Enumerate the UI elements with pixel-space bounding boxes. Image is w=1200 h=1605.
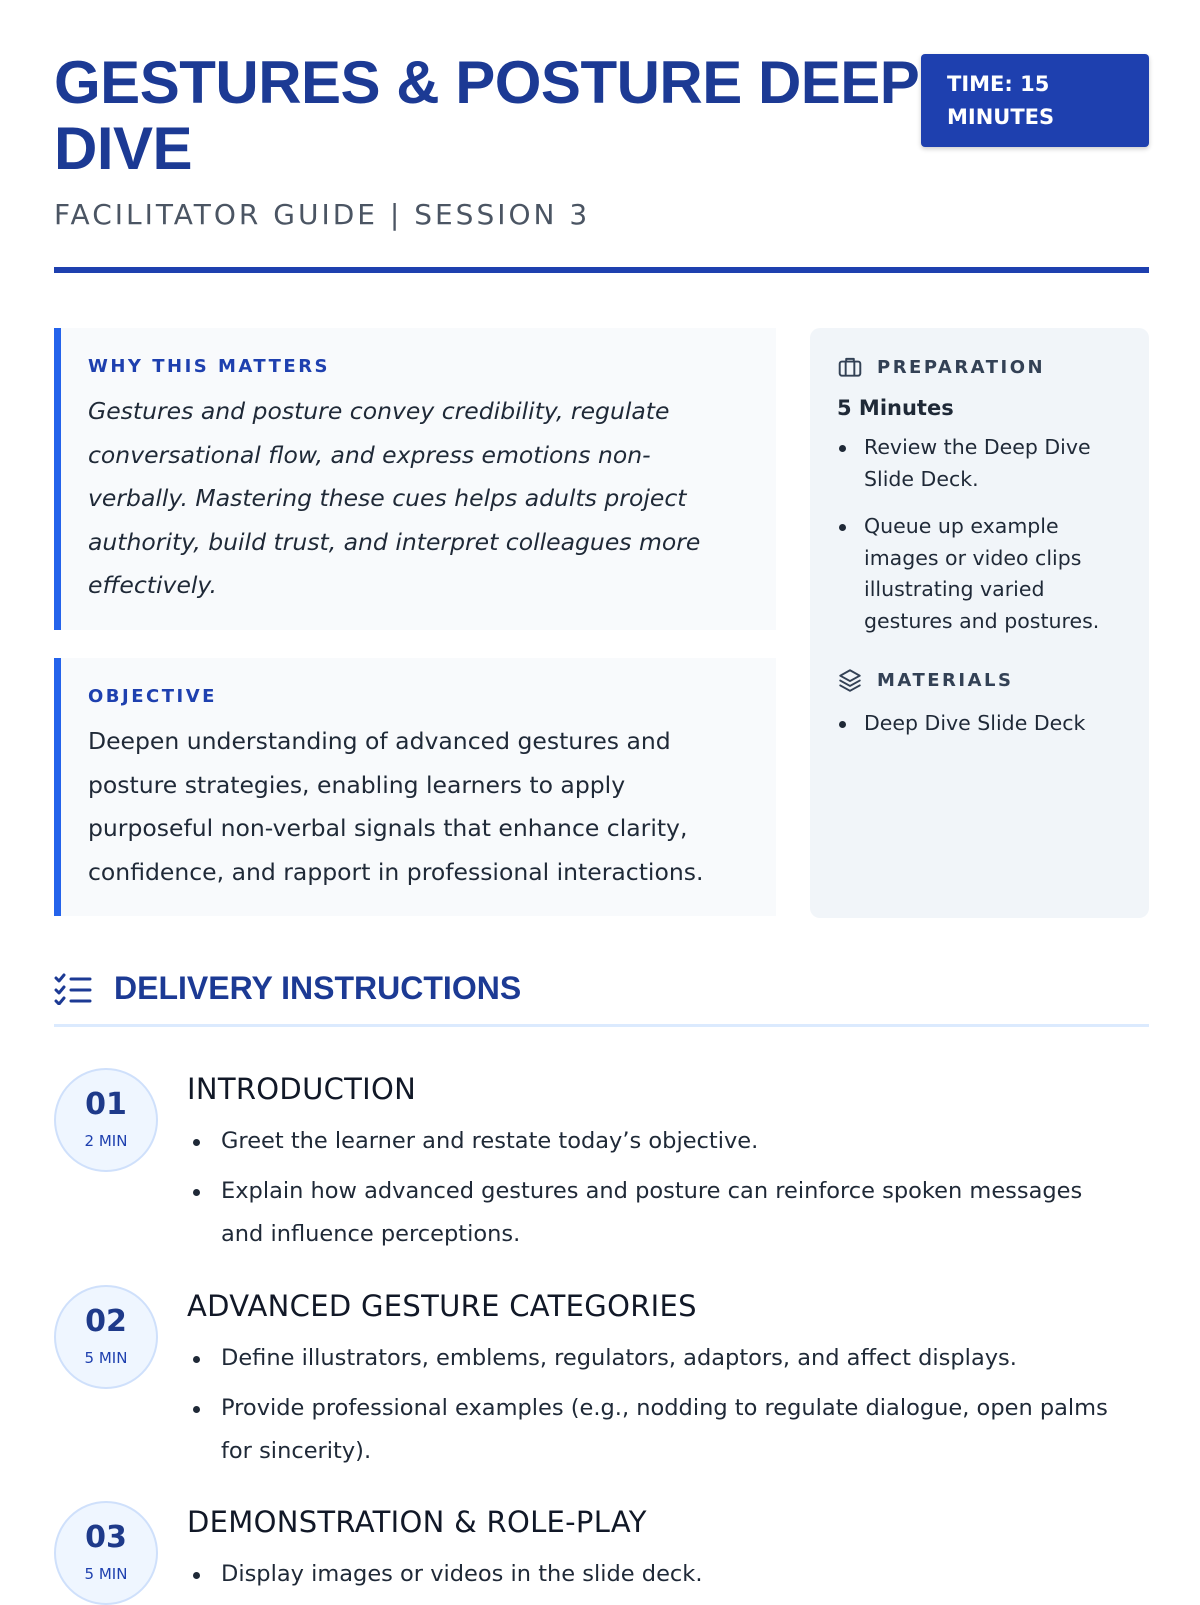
step-title: DEMONSTRATION & ROLE-PLAY xyxy=(187,1505,647,1539)
list-item: Define illustrators, emblems, regulators, adaptors, and affect displays. xyxy=(187,1337,1122,1381)
list-item: Explain how advanced gestures and posture can reinforce spoken messages and influence perceptions. xyxy=(187,1170,1122,1257)
briefcase-icon xyxy=(837,354,863,380)
objective-label: OBJECTIVE xyxy=(88,686,217,707)
step-title: ADVANCED GESTURE CATEGORIES xyxy=(187,1289,697,1323)
list-item: Queue up example images or video clips illustrating varied gestures and postures. xyxy=(837,511,1132,637)
time-badge-label: TIME: 15 MINUTES xyxy=(947,72,1055,129)
materials-label: MATERIALS xyxy=(877,669,1014,691)
step-number: 01 xyxy=(85,1087,127,1122)
facilitator-guide-page xyxy=(54,0,1149,1600)
step-duration: 5 MIN xyxy=(84,1349,128,1367)
time-badge xyxy=(921,54,1149,147)
step-title: INTRODUCTION xyxy=(187,1072,417,1106)
delivery-divider xyxy=(54,1024,1149,1027)
list-item: Deep Dive Slide Deck xyxy=(837,708,1132,740)
step-list xyxy=(187,1553,1122,1603)
preparation-label: PREPARATION xyxy=(877,356,1046,378)
step-number-badge xyxy=(54,1068,158,1172)
materials-header xyxy=(837,667,1013,693)
step-number-badge xyxy=(54,1501,158,1605)
preparation-header xyxy=(837,354,1045,380)
objective-body: Deepen understanding of advanced gestures and posture strategies, enabling learners to apply purposeful non-verbal signals that enhance clarity, confidence, and rapport in professional interactions. xyxy=(88,727,704,886)
preparation-panel xyxy=(810,328,1149,918)
list-item: Provide professional examples (e.g., nodding to regulate dialogue, open palms for sincerity). xyxy=(187,1387,1122,1474)
page-title: GESTURES & POSTURE DEEP DIVE xyxy=(54,49,919,182)
step-duration: 2 MIN xyxy=(84,1132,128,1150)
why-label: WHY THIS MATTERS xyxy=(88,356,331,377)
list-item: Display images or videos in the slide deck. xyxy=(187,1553,1122,1597)
step-list xyxy=(187,1337,1122,1480)
why-this-matters-card xyxy=(54,328,776,630)
delivery-instructions-header xyxy=(54,970,521,1007)
list-item: Greet the learner and restate today’s objective. xyxy=(187,1120,1122,1164)
preparation-time: 5 Minutes xyxy=(837,396,954,420)
checklist-icon xyxy=(54,973,92,1005)
step-duration: 5 MIN xyxy=(84,1565,128,1583)
preparation-list xyxy=(837,432,1132,653)
step-number: 02 xyxy=(85,1304,127,1339)
materials-list xyxy=(837,708,1132,756)
step-number-badge xyxy=(54,1285,158,1389)
page-subtitle: FACILITATOR GUIDE | SESSION 3 xyxy=(54,198,591,231)
step-list xyxy=(187,1120,1122,1263)
header-divider xyxy=(54,267,1149,273)
delivery-heading: DELIVERY INSTRUCTIONS xyxy=(114,970,522,1006)
step-number: 03 xyxy=(85,1520,127,1555)
list-item: Review the Deep Dive Slide Deck. xyxy=(837,432,1132,495)
layers-icon xyxy=(837,667,863,693)
objective-card xyxy=(54,658,776,916)
why-body: Gestures and posture convey credibility, regulate conversational flow, and express emotions non-verbally. Mastering these cues helps adults project authority, build trust, and interpret colleagues more effectively. xyxy=(88,397,701,599)
